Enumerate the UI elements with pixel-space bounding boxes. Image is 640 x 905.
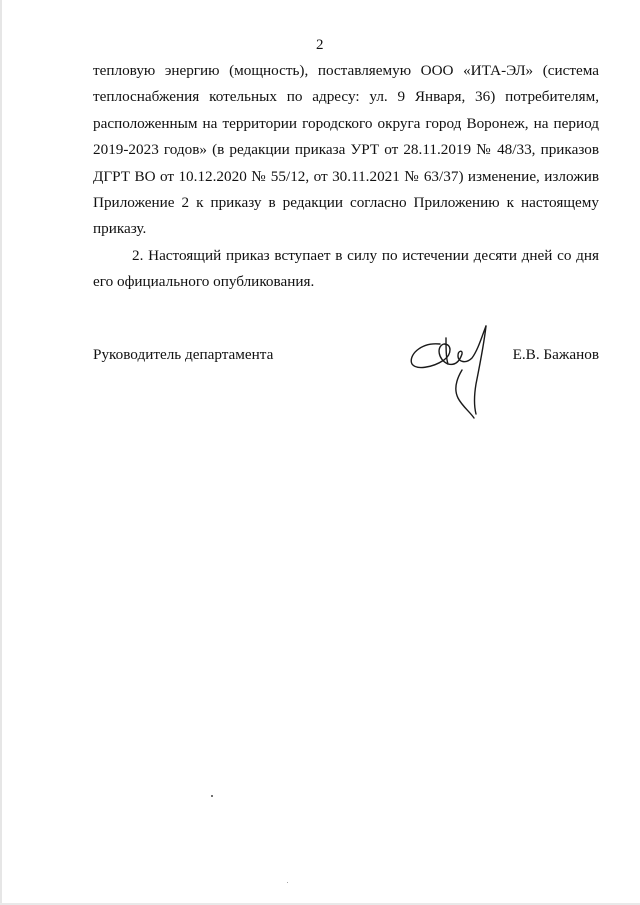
signature-block: [93, 346, 599, 376]
text-line: 2. Настоящий приказ вступает в силу по истечении десяти дней со дня: [132, 246, 599, 264]
text-line: ДГРТ ВО от 10.12.2020 № 55/12, от 30.11.2021 № 63/37) изменение, изложив: [93, 167, 599, 185]
paragraph-1: [93, 58, 599, 243]
text-line: 2019-2023 годов» (в редакции приказа УРТ от 28.11.2019 № 48/33, приказов: [93, 141, 599, 159]
text-line: теплоснабжения котельных по адресу: ул. 9 Января, 36) потребителям,: [93, 88, 599, 106]
document-body: [93, 58, 599, 296]
paragraph-2: [93, 243, 599, 296]
text-line: Приложение 2 к приказу в редакции согласно Приложению к настоящему: [93, 194, 599, 212]
text-line: его официального опубликования.: [93, 273, 315, 291]
scan-speck: [211, 795, 213, 797]
page-number: 2: [316, 37, 324, 53]
signatory-position: Руководитель департамента: [93, 346, 274, 363]
signatory-name: Е.В. Бажанов: [512, 346, 599, 363]
text-line: тепловую энергию (мощность), поставляемую ООО «ИТА-ЭЛ» (система: [93, 62, 599, 79]
scan-speck: [287, 882, 288, 883]
scan-edge: [0, 0, 2, 905]
text-line: расположенным на территории городского округа город Воронеж, на период: [93, 114, 599, 132]
text-line: приказу.: [93, 220, 147, 238]
handwritten-signature: [400, 314, 510, 424]
